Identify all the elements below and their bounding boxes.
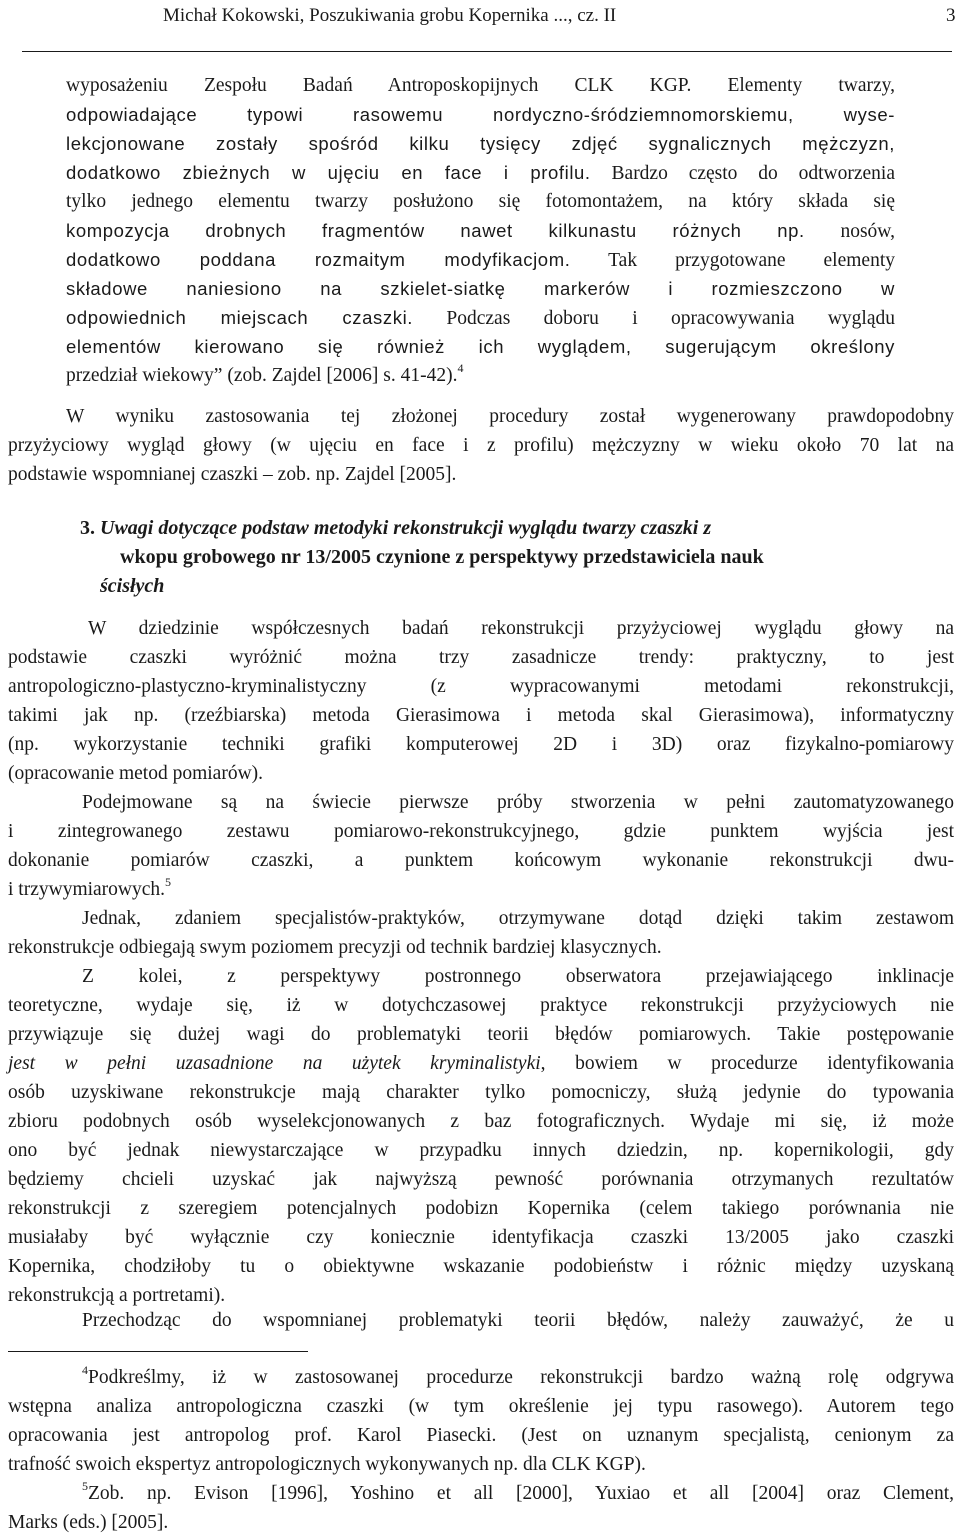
text-line [66,216,895,245]
text-line: odpowiadające typowi rasowemu nordyczno-śródziemnomorskiemu, wyse- [66,104,895,125]
text-line: ono być jednak niewystarczające w przypadku innych dziedzin, np. kopernikologii, gdy [8,1140,954,1161]
text-line: Z kolei, z perspektywy postronnego obserwatora przejawiającego inklinacje [82,966,954,987]
text-segment: Bardzo często do odtworzenia [611,163,896,184]
footnote-number: 4 [82,1363,88,1377]
text-line [66,245,895,274]
text-line: i zintegrowanego zestawu pomiarowo-rekonstrukcyjnego, gdzie punktem wyjścia jest [8,821,954,842]
text-line: przywiązuje się dużej wagi do problematyki teorii błędów pomiarowych. Takie postępowanie [8,1024,954,1045]
text-line: musiałaby być wyłącznie czy koniecznie identyfikacja czaszki 13/2005 jako czaszki [8,1227,954,1248]
section-heading-line: wkopu grobowego nr 13/2005 czynione z perspektywy przedstawiciela nauk [120,546,764,568]
text-line: Przechodząc do wspomnianej problematyki teorii błędów, należy zauważyć, że u [82,1310,954,1331]
text-line: tylko jednego elementu twarzy posłużono się fotomontażem, na który składa się [66,191,895,212]
text-segment: kompozycja drobnych fragmentów nawet kilkunastu różnych np. [66,220,805,241]
text-line: W wyniku zastosowania tej złożonej procedury został wygenerowany prawdopodobny [66,406,954,427]
text-line: opracowania jest antropolog prof. Karol Piasecki. (Jest on uznanym specjalistą, cenionym za [8,1425,954,1446]
text-line: rekonstrukcji z szeregiem potencjalnych podobizn Kopernika (celem takiego porównania nie [8,1198,954,1219]
footnote-ref-5[interactable]: 5 [165,875,172,889]
text-segment: i trzywymiarowych. [8,879,166,900]
section-title-part: ścisłych [100,575,165,597]
text-line: Jednak, zdaniem specjalistów-praktyków, otrzymywane dotąd dzięki takim zestawom [82,908,954,929]
text-line: lekcjonowane zostały spośród kilku tysięcy zdjęć sygnalicznych mężczyzn, [66,133,895,154]
text-line [8,1049,954,1078]
paragraph [8,962,954,1310]
text-line: takimi jak np. (rzeźbiarska) metoda Gierasimowa i metoda skal Gierasimowa), informatyczny [8,705,954,726]
footnote-4 [8,1363,954,1479]
text-line [66,158,895,187]
text-segment: Tak przygotowane elementy [608,250,895,271]
footnote-ref-4[interactable]: 4 [457,361,464,375]
footnote-rule [8,1351,308,1352]
text-line: będziemy chcieli uzyskać jak najwyższą pewność porównania otrzymanych rezultatów [8,1169,954,1190]
running-header [0,2,960,30]
section-title-part: Uwagi dotyczące podstaw metodyki rekonstrukcji wyglądu twarzy czaszki z [100,517,712,539]
page-number: 3 [946,5,956,26]
text-line: dokonanie pomiarów czaszki, a punktem końcowym wykonanie rekonstrukcji dwu- [8,850,954,871]
paragraph [8,614,954,788]
text-line: Kopernika, chodziłoby tu o obiektywne wskazanie podobieństw i różnic między uzyskaną [8,1256,954,1277]
text-line: Podejmowane są na świecie pierwsze próby stworzenia w pełni zautomatyzowanego [82,792,954,813]
running-header-title: Michał Kokowski, Poszukiwania grobu Kopernika ..., cz. II [163,5,617,26]
text-line: podstawie wspomnianej czaszki – zob. np. Zajdel [2005]. [8,464,457,485]
text-line: osób uzyskiwane rekonstrukcje mają charakter tylko pomocniczy, służą jedynie do typowania [8,1082,954,1103]
text-line: (opracowanie metod pomiarów). [8,763,264,784]
footnote-number: 5 [82,1479,88,1493]
paragraph [8,904,954,962]
text-line: zbioru podobnych osób wyselekcjonowanych z baz fotograficznych. Wydaje mi się, iż może [8,1111,954,1132]
paragraph [8,1306,954,1335]
text-segment: nosów, [840,221,895,242]
text-segment: dodatkowo poddana rozmaitym modyfikacjom. [66,249,571,270]
section-heading-line [80,572,880,601]
text-line: trafność swoich ekspertyz antropologicznych wykonywanych np. dla CLK KGP). [8,1454,646,1475]
text-segment: , bowiem w procedurze identyfikowania [540,1053,954,1074]
text-segment: Zob. np. Evison [1996], Yoshino et all [2000], Yuxiao et all [2004] oraz Clement, [88,1483,954,1504]
text-line: przyżyciowy wygląd głowy (w ujęciu en face i z profilu) mężczyzny w wieku około 70 lat na [8,435,954,456]
text-line: antropologiczno-plastyczno-kryminalistyczny (z wypracowanymi metodami rekonstrukcji, [8,676,954,697]
text-line [66,361,895,390]
text-line: teoretyczne, wydaje się, iż w dotychczasowej praktyce rekonstrukcji przyżyciowych nie [8,995,954,1016]
section-number: 3. [80,517,95,539]
text-line: (np. wykorzystanie techniki grafiki komputerowej 2D i 3D) oraz fizykalno-pomiarowy [8,734,954,755]
text-line [8,1363,954,1392]
text-line: wyposażeniu Zespołu Badań Antroposkopijnych CLK KGP. Elementy twarzy, [66,75,895,96]
footnote-5 [8,1479,954,1537]
text-segment: Podkreślmy, iż w zastosowanej procedurze rekonstrukcji bardzo ważną rolę odgrywa [88,1367,954,1388]
text-line: Marks (eds.) [2005]. [8,1512,169,1533]
header-rule [22,51,952,52]
text-segment: odpowiednich miejscach czaszki. [66,307,414,328]
text-line [8,875,954,904]
text-line: składowe naniesiono na szkielet-siatkę markerów i rozmieszczono w [66,278,895,299]
text-line: podstawie czaszki wyróżnić można trzy zasadnicze trendy: praktyczny, to jest [8,647,954,668]
paragraph [8,788,954,904]
text-segment: Podczas doboru i opracowywania wyglądu [446,308,895,329]
text-line: elementów kierowano się również ich wyglądem, sugerującym określony [66,336,895,357]
text-line: rekonstrukcje odbiegają swym poziomem precyzji od technik bardziej klasycznych. [8,937,662,958]
text-line [8,1479,954,1508]
paragraph-quote [66,71,895,390]
text-line: wstępna analiza antropologiczna czaszki (w tym określenie jej typu rasowego). Autorem tego [8,1396,954,1417]
text-line: W dziedzinie współczesnych badań rekonstrukcji przyżyciowej wyglądu głowy na [88,618,954,639]
text-line: rekonstrukcją a portretami). [8,1285,226,1306]
paragraph [8,402,954,489]
text-segment: dodatkowo zbieżnych w ujęciu en face i profilu. [66,162,591,183]
section-heading-line [80,514,880,543]
text-segment: przedział wiekowy” (zob. Zajdel [2006] s. 41-42). [66,365,458,386]
italic-phrase: jest w pełni uzasadnione na użytek kryminalistyki [8,1053,541,1074]
text-line [66,303,895,332]
section-heading [80,514,880,601]
